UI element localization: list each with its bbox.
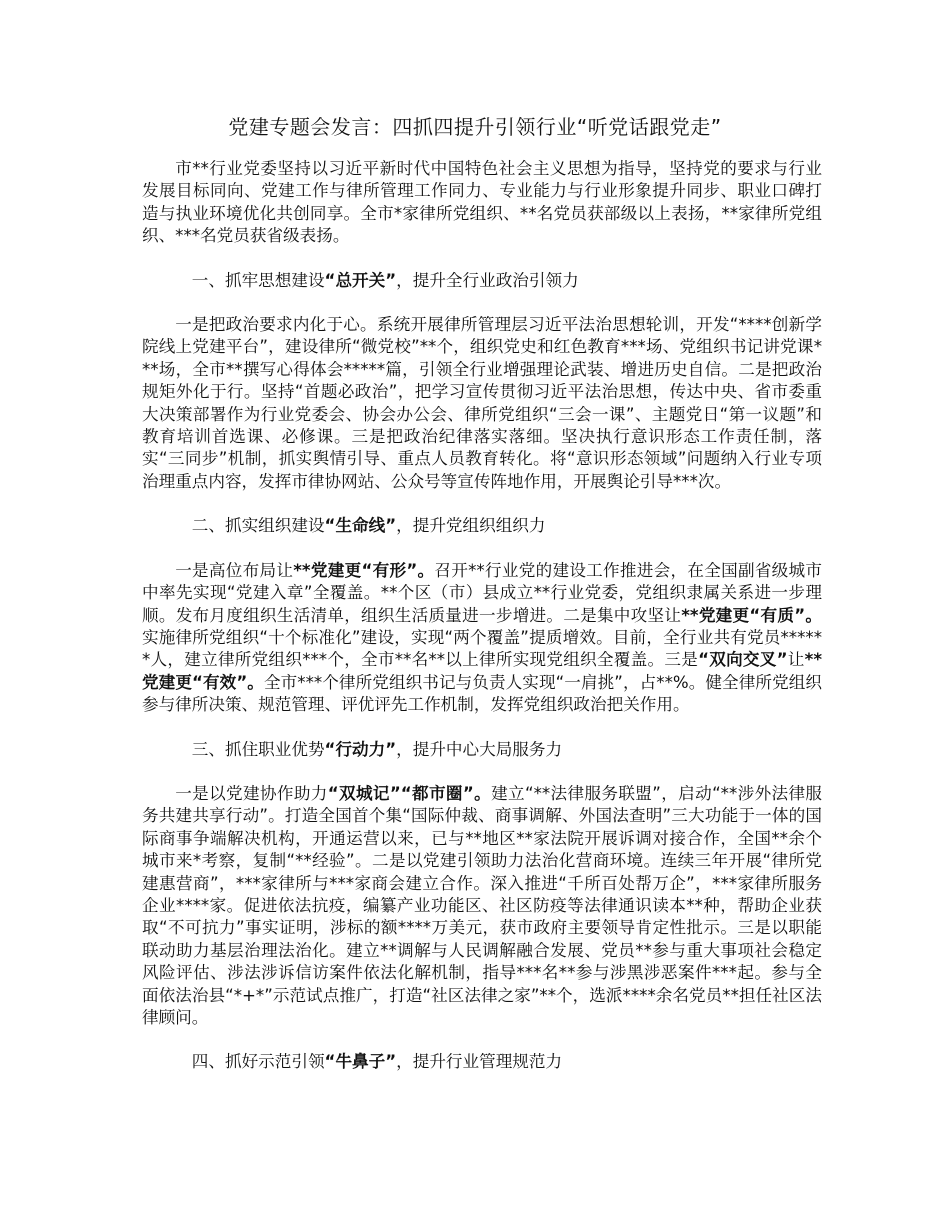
document-body [142, 158, 822, 1096]
section-2-heading [142, 515, 822, 537]
section-3-paragraph [142, 783, 822, 1029]
section-1-heading-bold: “总开关” [324, 270, 397, 290]
section-3-text-1: 一是以党建协作助力 [175, 783, 328, 803]
section-2-text-5: 全市***个律所党组织书记与负责人实现“一肩挑”，占**%。健全律所党组织参与律所决策、规范管理、评优评先工作机制，发挥党组织政治把关作用。 [142, 672, 822, 715]
section-1-heading-pre: 一、抓牢思想建设 [191, 270, 325, 290]
section-4-heading-bold: “牛鼻子” [324, 1052, 397, 1072]
section-2-bold-3: “双向交叉” [698, 650, 788, 670]
section-3-heading-pre: 三、抓住职业优势 [191, 739, 325, 759]
section-2-bold-1: **党建更“有形”。 [293, 560, 435, 580]
section-2-heading-post: ，提升党组织组织力 [396, 516, 546, 536]
section-4-heading-pre: 四、抓好示范引领 [191, 1052, 325, 1072]
section-2-text-4: 让 [787, 650, 805, 670]
section-2-paragraph [142, 560, 822, 717]
section-3-bold-1: “双城记”“都市圈”。 [327, 783, 492, 803]
section-2-bold-4: **党建更“有效”。 [142, 650, 823, 692]
section-2-text-1: 一是高位布局让 [175, 560, 294, 580]
section-3-heading-post: ，提升中心大局服务力 [396, 739, 563, 759]
section-2-text-2: 召开**行业党的建设工作推进会，在全国副省级城市中率先实现“党建入章”全覆盖。**个区（市）县成立**行业党委，党组织隶属关系进一步理顺。发布月度组织生活清单，组织生活质量进一步增进。二是集中攻坚让 [142, 560, 823, 625]
section-1-heading-post: ，提升全行业政治引领力 [396, 270, 579, 290]
document-title: 党建专题会发言：四抓四提升引领行业“听党话跟党走” [228, 115, 722, 139]
section-2-heading-pre: 二、抓实组织建设 [191, 516, 325, 536]
intro-paragraph: 市**行业党委坚持以习近平新时代中国特色社会主义思想为指导，坚持党的要求与行业发展目标同向、党建工作与律所管理工作同力、专业能力与行业形象提升同步、职业口碑打造与执业环境优化共创同享。全市*家律所党组织、**名党员获部级以上表扬，**家律所党组织、***名党员获省级表扬。 [142, 159, 822, 246]
section-2-text-3: 实施律所党组织“十个标准化”建设，实现“两个覆盖”提质增效。目前，全行业共有党员******人，建立律所党组织***个，全市**名**以上律所实现党组织全覆盖。三是 [142, 627, 822, 670]
section-3-heading-bold: “行动力” [324, 739, 397, 759]
section-3-heading [142, 739, 822, 761]
section-2-heading-bold: “生命线” [324, 516, 397, 536]
section-4-heading-post: ，提升行业管理规范力 [396, 1052, 563, 1072]
section-1-heading [142, 270, 822, 292]
section-3-text-2: 建立“**法律服务联盟”，启动“**涉外法律服务共建共享行动”。打造全国首个集“国际仲裁、商事调解、外国法查明”三大功能于一体的国际商事争端解决机构，开通运营以来，已与**地区**家法院开展诉调对接合作，全国**余个城市来*考察，复制“**经验”。二是以党建引领助力法治化营商环境。连续三年开展“律所党建惠营商”，***家律所与***家商会建立合作。深入推进“千所百处帮万企”，***家律所服务企业****家。促进依法抗疫，编纂产业功能区、社区防疫等法律通识读本**种，帮助企业获取“不可抗力”事实证明，涉标的额****万美元，获市政府主要领导肯定性批示。三是以职能联动助力基层治理法治化。建立**调解与人民调解融合发展、党员**参与重大事项社会稳定风险评估、涉法涉诉信访案件依法化解机制，指导***名**参与涉黑涉恶案件***起。参与全面依法治县“*+*”示范试点推广，打造“社区法律之家”**个，选派****余名党员**担任社区法律顾问。 [142, 783, 823, 1027]
section-2-bold-2: **党建更“有质”。 [681, 605, 823, 625]
section-1-paragraph: 一是把政治要求内化于心。系统开展律所管理层习近平法治思想轮训，开发“****创新学院线上党建平台”，建设律所“微党校”**个，组织党史和红色教育***场、党组织书记讲党课***场，全市**撰写心得体会*****篇，引领全行业增强理论武装、增进历史自信。二是把政治规矩外化于行。坚持“首题必政治”，把学习宣传贯彻习近平法治思想，传达中央、省市委重大决策部署作为行业党委会、协会办公会、律所党组织“三会一课”、主题党日“第一议题”和教育培训首选课、必修课。三是把政治纪律落实落细。坚决执行意识形态工作责任制，落实“三同步”机制，抓实舆情引导、重点人员教育转化。将“意识形态领域”问题纳入行业专项治理重点内容，发挥市律协网站、公众号等宣传阵地作用，开展舆论引导***次。 [142, 315, 822, 491]
section-4-heading [142, 1051, 822, 1073]
